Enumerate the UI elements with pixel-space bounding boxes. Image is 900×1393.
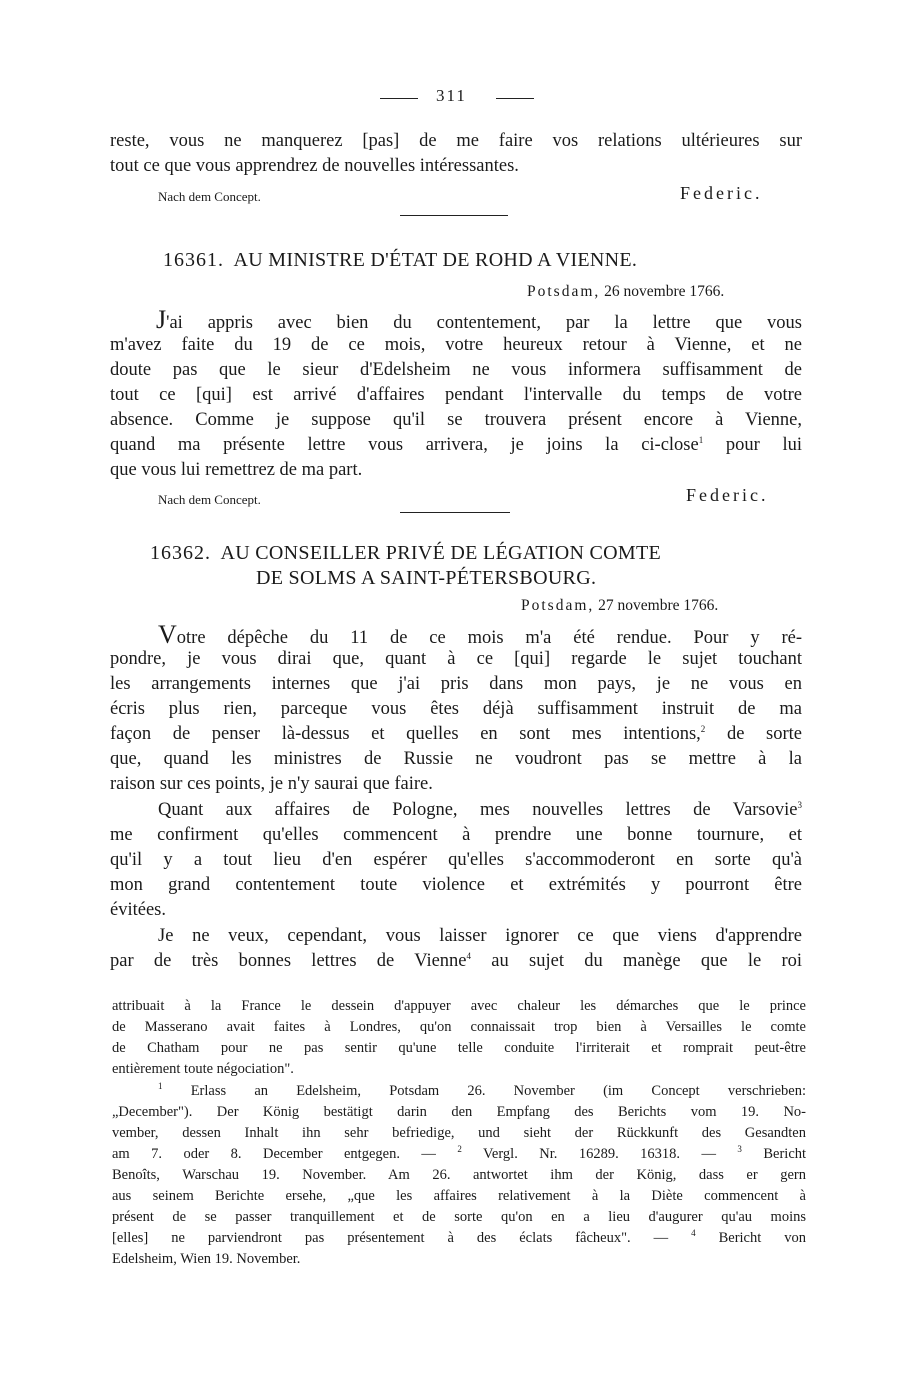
letter-place: Potsdam, bbox=[527, 283, 601, 300]
section-divider bbox=[400, 512, 510, 513]
signature: Federic. bbox=[680, 183, 763, 203]
source-note: Nach dem Concept. bbox=[158, 189, 261, 204]
footnote-line: entièrement toute négociation". bbox=[112, 1061, 294, 1077]
footnote-ref: 4 bbox=[466, 950, 472, 961]
body-line: me confirment qu'elles commencent à prendre une bonne tournure, et bbox=[110, 825, 802, 845]
body-line: Je ne veux, cependant, vous laisser ignorer ce que viens d'apprendre bbox=[158, 926, 802, 946]
body-line: par de très bonnes lettres de Vienne$^4$ au sujet du manège que le roi bbox=[110, 950, 802, 971]
letter-number: 16361. bbox=[163, 249, 224, 271]
drop-cap: J bbox=[156, 305, 167, 334]
letter-heading bbox=[163, 249, 637, 272]
header-rule-left bbox=[380, 98, 418, 99]
footnote-ref: 3 bbox=[797, 799, 802, 810]
body-line: doute pas que le sieur d'Edelsheim ne vous informera suffisamment de bbox=[110, 360, 802, 380]
drop-cap: V bbox=[158, 620, 177, 649]
letter-heading bbox=[150, 542, 661, 565]
section-divider bbox=[400, 215, 508, 216]
footnote-line: présent de se passer tranquillement et de sorte qu'on en a lieu d'augurer qu'au moins bbox=[112, 1209, 806, 1225]
footnote-ref: 2 bbox=[700, 723, 706, 734]
body-line: quand ma présente lettre vous arrivera, je joins la ci-close$^1$ pour lui bbox=[110, 434, 802, 455]
letter-place: Potsdam, bbox=[521, 597, 595, 614]
footnote-line: „December"). Der König bestätigt darin den Empfang des Berichts vom 19. No- bbox=[112, 1104, 806, 1120]
body-line: pondre, je vous dirai que, quant à ce [qui] regarde le sujet touchant bbox=[110, 649, 802, 669]
letter-number: 16362. bbox=[150, 542, 211, 564]
footnote-line: $^1$ Erlass an Edelsheim, Potsdam 26. November (im Concept verschrieben: bbox=[158, 1081, 807, 1099]
letter-date: 27 novembre 1766. bbox=[598, 597, 719, 614]
footnote-mark: 3 bbox=[737, 1144, 742, 1155]
footnote-line: [elles] ne parviendront pas présentement à des éclats fâcheux". — $^4$ Bericht von bbox=[112, 1228, 806, 1246]
letter-title: AU CONSEILLER PRIVÉ DE LÉGATION COMTE bbox=[220, 542, 662, 564]
body-line: les arrangements internes que j'ai pris dans mon pays, je ne vous en bbox=[110, 674, 802, 694]
body-line: m'avez faite du 19 de ce mois, votre heureux retour à Vienne, et ne bbox=[110, 335, 802, 355]
footnote-line: de Chatham pour ne pas sentir qu'une telle conduite l'irriterait et romprait peut-être bbox=[112, 1040, 806, 1056]
signature: Federic. bbox=[686, 485, 769, 505]
footnote-line: de Masserano avait faites à Londres, qu'on connaissait trop bien à Versailles le comte bbox=[112, 1019, 806, 1035]
header-rule-right bbox=[496, 98, 534, 99]
intro-line: reste, vous ne manquerez [pas] de me faire vos relations ultérieures sur bbox=[110, 131, 802, 151]
letter-title-continued: DE SOLMS A SAINT-PÉTERSBOURG. bbox=[256, 567, 597, 589]
letter-date: 26 novembre 1766. bbox=[604, 283, 725, 300]
body-line: écris plus rien, parceque vous êtes déjà suffisamment instruit de ma bbox=[110, 699, 802, 719]
body-line: tout ce [qui] est arrivé d'affaires pendant l'intervalle du temps de votre bbox=[110, 385, 802, 405]
footnote-line: aus seinem Berichte ersehe, „que les affaires relativement à la Diète commencent à bbox=[112, 1188, 806, 1204]
footnote-line: attribuait à la France le dessein d'appuyer avec chaleur les démarches que le prince bbox=[112, 998, 806, 1014]
footnote-line: vember, dessen Inhalt ihn sehr befriedige, und sieht der Rückkunft des Gesandten bbox=[112, 1125, 806, 1141]
body-line: J'ai appris avec bien du contentement, par la lettre que vous bbox=[156, 305, 802, 334]
footnote-ref: 1 bbox=[698, 434, 704, 445]
letter-title: AU MINISTRE D'ÉTAT DE ROHD A VIENNE. bbox=[233, 249, 638, 271]
footnote-line: am 7. oder 8. December entgegen. — $^2$ Vergl. Nr. 16289. 16318. — $^3$ Bericht bbox=[112, 1144, 807, 1162]
letter-dateline bbox=[521, 597, 718, 615]
body-line: façon de penser là-dessus et quelles en sont mes intentions,$^2$ de sorte bbox=[110, 723, 802, 744]
footnote-mark: 1 bbox=[158, 1081, 163, 1092]
body-line: Quant aux affaires de Pologne, mes nouvelles lettres de Varsovie$^3$ bbox=[158, 799, 802, 820]
body-line: raison sur ces points, je n'y saurai que faire. bbox=[110, 774, 433, 794]
footnote-line: Edelsheim, Wien 19. November. bbox=[112, 1251, 301, 1267]
footnote-mark: 2 bbox=[457, 1144, 462, 1155]
letter-dateline bbox=[527, 283, 724, 301]
body-line: que, quand les ministres de Russie ne voudront pas se mettre à la bbox=[110, 749, 802, 769]
body-line: qu'il y a tout lieu d'en espérer qu'elles s'accommoderont en sorte qu'à bbox=[110, 850, 802, 870]
body-line: Votre dépêche du 11 de ce mois m'a été rendue. Pour y ré- bbox=[158, 620, 802, 649]
body-line: absence. Comme je suppose qu'il se trouvera présent encore à Vienne, bbox=[110, 410, 802, 430]
intro-line: tout ce que vous apprendrez de nouvelles intéressantes. bbox=[110, 156, 519, 176]
body-line: mon grand contentement toute violence et extrémités y pourront être bbox=[110, 875, 802, 895]
page-number: 311 bbox=[436, 86, 467, 105]
source-note: Nach dem Concept. bbox=[158, 492, 261, 507]
body-line: évitées. bbox=[110, 900, 166, 920]
body-line: que vous lui remettrez de ma part. bbox=[110, 460, 363, 480]
footnote-line: Benoîts, Warschau 19. November. Am 26. antwortet ihm der König, dass er gern bbox=[112, 1167, 806, 1183]
footnote-mark: 4 bbox=[691, 1228, 696, 1239]
